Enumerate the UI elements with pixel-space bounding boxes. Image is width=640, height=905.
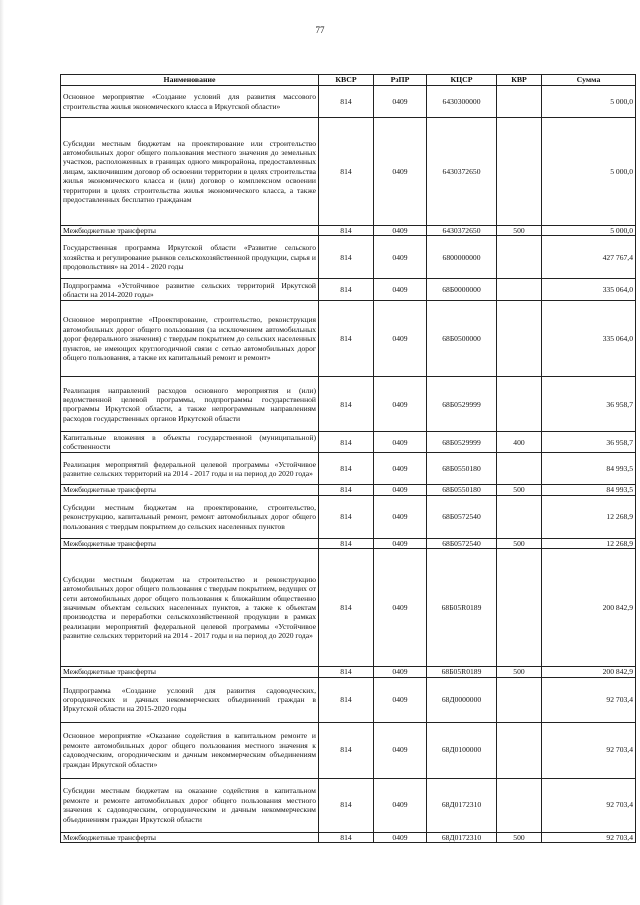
cell-name: Основное мероприятие «Оказание содействия в капитальном ремонте и ремонте автомобильных дорог общего пользования местного значения к садоводческим, огородническим и дачным некоммерческим объединениям граждан Иркутской области» (61, 722, 319, 778)
cell-rzpr: 0409 (374, 86, 427, 118)
cell-kvsr: 814 (319, 549, 374, 667)
header-rzpr: РзПР (374, 75, 427, 86)
table-row (61, 377, 636, 432)
cell-rzpr: 0409 (374, 778, 427, 832)
cell-name: Межбюджетные трансферты (61, 485, 319, 495)
scan-edge (0, 0, 4, 905)
cell-rzpr: 0409 (374, 667, 427, 677)
table-row (61, 453, 636, 485)
cell-kvsr: 814 (319, 86, 374, 118)
table-row (61, 485, 636, 495)
cell-sum: 335 064,0 (542, 301, 636, 377)
cell-name: Субсидии местным бюджетам на проектирование, строительство, реконструкцию, капитальный ремонт, ремонт автомобильных дорог общего пользования с твердым покрытием до сельских населенных пунктов (61, 495, 319, 538)
header-sum: Сумма (542, 75, 636, 86)
cell-kvr: 400 (497, 432, 542, 453)
table-row (61, 86, 636, 118)
table-row (61, 722, 636, 778)
cell-kvsr: 814 (319, 118, 374, 226)
cell-kvr (497, 722, 542, 778)
cell-kcsr: 68Б0529999 (427, 432, 497, 453)
cell-name: Капитальные вложения в объекты государственной (муниципальной) собственности (61, 432, 319, 453)
header-name: Наименование (61, 75, 319, 86)
cell-kvr (497, 677, 542, 722)
table-row (61, 495, 636, 538)
cell-rzpr: 0409 (374, 118, 427, 226)
table-row (61, 667, 636, 677)
cell-kcsr: 6430300000 (427, 86, 497, 118)
table-row (61, 279, 636, 301)
cell-sum: 12 268,9 (542, 538, 636, 548)
cell-kvr (497, 236, 542, 279)
cell-sum: 92 703,4 (542, 722, 636, 778)
cell-name: Межбюджетные трансферты (61, 667, 319, 677)
cell-rzpr: 0409 (374, 549, 427, 667)
cell-rzpr: 0409 (374, 432, 427, 453)
cell-name: Субсидии местным бюджетам на оказание содействия в капитальном ремонте и ремонте автомобильных дорог общего пользования местного значения к садоводческим, огородническим и дачным некоммерческим объединениям граждан Иркутской области (61, 778, 319, 832)
cell-sum: 200 842,9 (542, 549, 636, 667)
cell-kcsr: 6430372650 (427, 226, 497, 236)
cell-name: Основное мероприятие «Проектирование, строительство, реконструкция автомобильных дорог общего пользования (за исключением автомобильных дорог федерального значения) с твердым покрытием до сельских населенных пунктов, не имеющих круглогодичной связи с сетью автомобильных дорог общего пользования, а также их капитальный ремонт и ремонт» (61, 301, 319, 377)
cell-kvr: 500 (497, 667, 542, 677)
cell-rzpr: 0409 (374, 236, 427, 279)
cell-kcsr: 6430372650 (427, 118, 497, 226)
cell-kcsr: 68Д0000000 (427, 677, 497, 722)
header-kvr: КВР (497, 75, 542, 86)
table-header-row (61, 75, 636, 86)
cell-sum: 200 842,9 (542, 667, 636, 677)
cell-kvr (497, 118, 542, 226)
cell-sum: 5 000,0 (542, 226, 636, 236)
cell-kcsr: 68Б0529999 (427, 377, 497, 432)
cell-kcsr: 68Б0550180 (427, 453, 497, 485)
cell-kvr: 500 (497, 485, 542, 495)
cell-rzpr: 0409 (374, 279, 427, 301)
table-row (61, 778, 636, 832)
cell-kvsr: 814 (319, 495, 374, 538)
table-row (61, 432, 636, 453)
cell-rzpr: 0409 (374, 226, 427, 236)
cell-kvsr: 814 (319, 722, 374, 778)
cell-name: Межбюджетные трансферты (61, 832, 319, 842)
page-number: 77 (315, 25, 325, 35)
cell-kvr (497, 549, 542, 667)
cell-kvsr: 814 (319, 301, 374, 377)
cell-rzpr: 0409 (374, 722, 427, 778)
cell-kvr (497, 377, 542, 432)
cell-sum: 92 703,4 (542, 778, 636, 832)
cell-name: Государственная программа Иркутской области «Развитие сельского хозяйства и регулирование рынков сельскохозяйственной продукции, сырья и продовольствия» на 2014 - 2020 годы (61, 236, 319, 279)
budget-table (60, 74, 636, 843)
cell-kvsr: 814 (319, 226, 374, 236)
cell-kcsr: 68Б0500000 (427, 301, 497, 377)
cell-kcsr: 68Б0550180 (427, 485, 497, 495)
cell-kvr: 500 (497, 832, 542, 842)
table-row (61, 538, 636, 548)
cell-kcsr: 68Д0172310 (427, 832, 497, 842)
cell-kvsr: 814 (319, 677, 374, 722)
cell-kvsr: 814 (319, 453, 374, 485)
cell-kvsr: 814 (319, 538, 374, 548)
cell-kvr: 500 (497, 538, 542, 548)
cell-name: Подпрограмма «Устойчивое развитие сельских территорий Иркутской области на 2014-2020 годы» (61, 279, 319, 301)
cell-kvr (497, 495, 542, 538)
cell-sum: 5 000,0 (542, 118, 636, 226)
cell-sum: 5 000,0 (542, 86, 636, 118)
cell-name: Подпрограмма «Создание условий для развития садоводческих, огороднических и дачных некоммерческих объединений граждан в Иркутской области на 2015-2020 годы (61, 677, 319, 722)
cell-kvr (497, 86, 542, 118)
cell-kvsr: 814 (319, 377, 374, 432)
cell-name: Реализация мероприятий федеральной целевой программы «Устойчивое развитие сельских территорий на 2014 - 2017 годы и на период до 2020 года» (61, 453, 319, 485)
table-row (61, 236, 636, 279)
cell-kvsr: 814 (319, 236, 374, 279)
cell-name: Субсидии местным бюджетам на проектирование или строительство автомобильных дорог общего пользования местного значения до земельных участков, расположенных в границах одного микрорайона, предоставленных лицам, заключившим договор об освоении территории в целях строительства жилья экономического класса и (или) договор о комплексном освоении территории в целях строительства жилья экономического класса, а также предоставленных бесплатно гражданам (61, 118, 319, 226)
cell-rzpr: 0409 (374, 485, 427, 495)
cell-kvsr: 814 (319, 279, 374, 301)
cell-kvsr: 814 (319, 485, 374, 495)
cell-sum: 36 958,7 (542, 432, 636, 453)
cell-kvsr: 814 (319, 778, 374, 832)
cell-kcsr: 68Б05R0189 (427, 667, 497, 677)
cell-rzpr: 0409 (374, 677, 427, 722)
cell-kvr (497, 453, 542, 485)
cell-name: Основное мероприятие «Создание условий для развития массового строительства жилья экономического класса в Иркутской области» (61, 86, 319, 118)
cell-name: Субсидии местным бюджетам на строительство и реконструкцию автомобильных дорог общего пользования с твердым покрытием, ведущих от сети автомобильных дорог общего пользования к ближайшим общественно значимым объектам сельских населенных пунктов, а также к объектам производства и переработки сельскохозяйственной продукции в рамках реализации мероприятий федеральной целевой программы «Устойчивое развитие сельских территорий на 2014 - 2017 годы и на период до 2020 года» (61, 549, 319, 667)
cell-kcsr: 68Д0100000 (427, 722, 497, 778)
cell-rzpr: 0409 (374, 377, 427, 432)
cell-kcsr: 6800000000 (427, 236, 497, 279)
cell-kcsr: 68Д0172310 (427, 778, 497, 832)
cell-kvr (497, 301, 542, 377)
cell-kvr (497, 778, 542, 832)
cell-kvsr: 814 (319, 832, 374, 842)
table-row (61, 226, 636, 236)
cell-kvsr: 814 (319, 667, 374, 677)
cell-rzpr: 0409 (374, 832, 427, 842)
table-row (61, 832, 636, 842)
table-row (61, 677, 636, 722)
cell-sum: 427 767,4 (542, 236, 636, 279)
cell-kcsr: 68Б05R0189 (427, 549, 497, 667)
cell-sum: 12 268,9 (542, 495, 636, 538)
table-row (61, 118, 636, 226)
cell-sum: 92 703,4 (542, 677, 636, 722)
table-row (61, 549, 636, 667)
cell-sum: 335 064,0 (542, 279, 636, 301)
cell-sum: 84 993,5 (542, 453, 636, 485)
header-kcsr: КЦСР (427, 75, 497, 86)
cell-sum: 84 993,5 (542, 485, 636, 495)
cell-sum: 36 958,7 (542, 377, 636, 432)
cell-kcsr: 68Б0000000 (427, 279, 497, 301)
table-row (61, 301, 636, 377)
cell-kcsr: 68Б0572540 (427, 538, 497, 548)
cell-rzpr: 0409 (374, 301, 427, 377)
cell-name: Межбюджетные трансферты (61, 226, 319, 236)
header-kvsr: КВСР (319, 75, 374, 86)
cell-kvr (497, 279, 542, 301)
cell-kvr: 500 (497, 226, 542, 236)
cell-kcsr: 68Б0572540 (427, 495, 497, 538)
cell-rzpr: 0409 (374, 538, 427, 548)
cell-kvsr: 814 (319, 432, 374, 453)
cell-rzpr: 0409 (374, 453, 427, 485)
cell-sum: 92 703,4 (542, 832, 636, 842)
cell-rzpr: 0409 (374, 495, 427, 538)
cell-name: Межбюджетные трансферты (61, 538, 319, 548)
cell-name: Реализация направлений расходов основного мероприятия и (или) ведомственной целевой программы, подпрограммы государственной программы Иркутской области, а также непрограммным направлениям расходов государственных органов Иркутской области (61, 377, 319, 432)
